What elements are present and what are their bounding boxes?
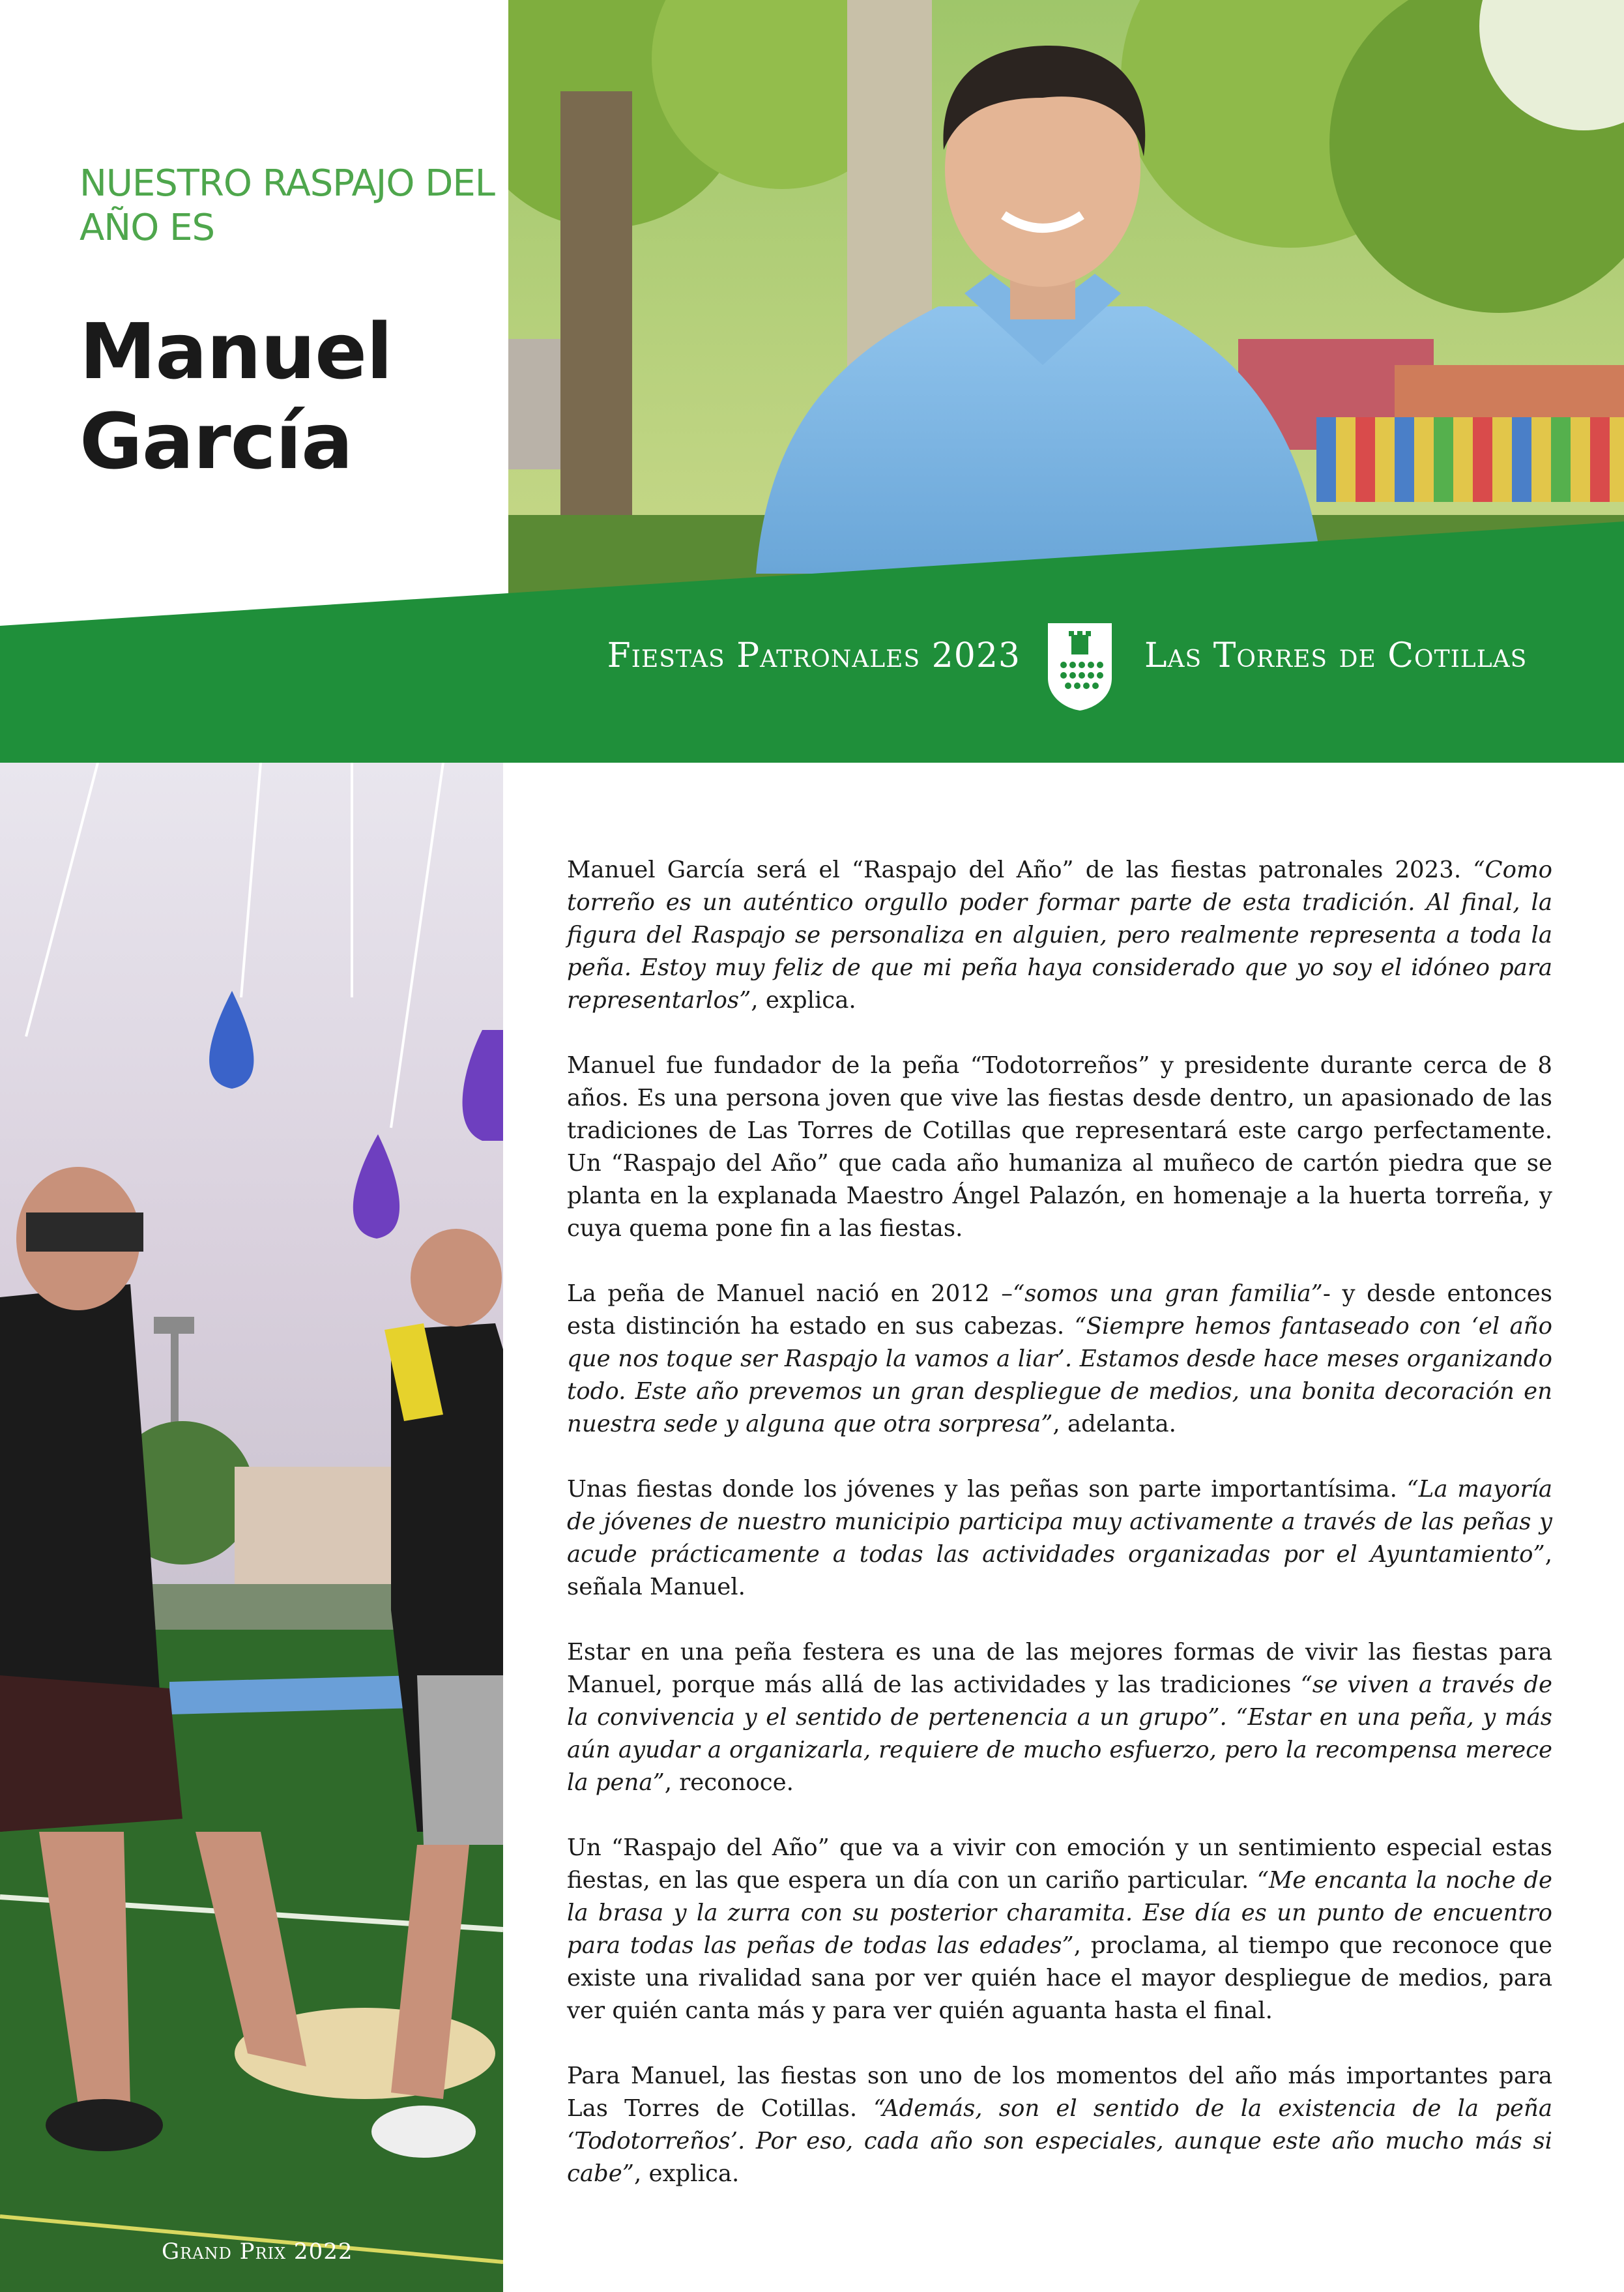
quote-text: “Me encanta la noche de la brasa y la zurra con su posterior charamita. Ese día es un punto de encuentro para todas las peñas de todas las edades”: [567, 1867, 1552, 1959]
quote-text: “Como torreño es un auténtico orgullo poder formar parte de esta tradición. Al final, la figura del Raspajo se personaliza en alguien, pero realmente representa a toda la peña. Estoy muy feliz de que mi peña haya considerado que yo soy el idóneo para representarlos”: [567, 857, 1552, 1014]
body-text: Estar en una peña festera es una de las mejores formas de vivir las fiestas para Manuel, porque más allá de las actividades y las tradiciones: [567, 1639, 1552, 1698]
body-text: La peña de Manuel nació en 2012 –: [567, 1280, 1013, 1307]
quote-text: “somos una gran familia”: [1012, 1280, 1323, 1307]
body-text: - y desde entonces esta distinción ha estado en sus cabezas.: [567, 1280, 1552, 1340]
event-photo: [0, 763, 503, 2292]
photo-caption: Grand Prix 2022: [162, 2239, 353, 2265]
headline-kicker: NUESTRO RASPAJO DEL AÑO ES: [80, 162, 495, 249]
band-festival-title: Fiestas Patronales 2023: [607, 636, 1021, 675]
quote-text: “se viven a través de la convivencia y el sentido de pertenencia a un grupo”. “Estar en una peña, y más aún ayudar a organizarla, requiere de mucho esfuerzo, pero la recompensa merece la pena”: [567, 1671, 1552, 1796]
body-text: , explica.: [633, 2160, 740, 2187]
name-first: Manuel: [80, 306, 392, 396]
title-band: [0, 508, 1624, 763]
body-text: , proclama, al tiempo que reconoce que existe una rivalidad sana por ver quién hace el mayor despliegue de medios, para ver quién canta más y para ver quién aguanta hasta el final.: [567, 1932, 1552, 2024]
municipal-crest-icon: [1044, 619, 1116, 712]
quote-text: “Siempre hemos fantaseado con ‘el año que nos toque ser Raspajo la vamos a liar’. Estamos desde hace meses organizando todo. Este año prevemos un gran despliegue de medios, una bonita decoración en nuestra sede y alguna que otra sorpresa”: [567, 1313, 1553, 1437]
article-paragraph: [567, 1278, 1552, 1441]
article-paragraph: [567, 1473, 1552, 1604]
article-paragraph: [567, 1050, 1552, 1245]
body-text: Manuel García será el “Raspajo del Año” de las fiestas patronales 2023.: [567, 857, 1473, 883]
body-text: Para Manuel, las fiestas son uno de los momentos del año más importantes para Las Torres de Cotillas.: [567, 2063, 1552, 2122]
quote-text: “Además, son el sentido de la existencia de la peña ‘Todotorreños’. Por eso, cada año son especiales, aunque este año mucho más si cabe”: [567, 2095, 1552, 2187]
article-paragraph: [567, 1832, 1552, 2027]
headline-name: [80, 306, 497, 486]
article-paragraph: [567, 2060, 1552, 2190]
body-text: , explica.: [751, 987, 856, 1014]
band-shape: [0, 508, 1624, 763]
body-text: Unas fiestas donde los jóvenes y las peñas son parte importantísima.: [567, 1476, 1407, 1503]
body-text: Manuel fue fundador de la peña “Todotorreños” y presidente durante cerca de 8 años. Es una persona joven que vive las fiestas desde dentro, un apasionado de las tradiciones de Las Torres de Cotillas que representará este cargo perfectamente. Un “Raspajo del Año” que cada año humaniza al muñeco de cartón piedra que se planta en la explanada Maestro Ángel Palazón, en homenaje a la huerta torreña, y cuya quema pone fin a las fiestas.: [567, 1052, 1552, 1242]
quote-text: “La mayoría de jóvenes de nuestro municipio participa muy activamente a través de las peñas y acude prácticamente a todas las actividades organizadas por el Ayuntamiento”: [567, 1476, 1552, 1568]
name-last: García: [80, 396, 353, 486]
body-text: Un “Raspajo del Año” que va a vivir con emoción y un sentimiento especial estas fiestas, en las que espera un día con un cariño particular.: [567, 1834, 1552, 1894]
article-paragraph: [567, 854, 1552, 1017]
body-text: , señala Manuel.: [567, 1541, 1552, 1600]
article-body: [567, 854, 1552, 2223]
body-text: , reconoce.: [664, 1769, 794, 1796]
band-town-name: Las Torres de Cotillas: [1144, 636, 1528, 675]
body-text: , adelanta.: [1052, 1411, 1176, 1437]
article-paragraph: [567, 1636, 1552, 1799]
